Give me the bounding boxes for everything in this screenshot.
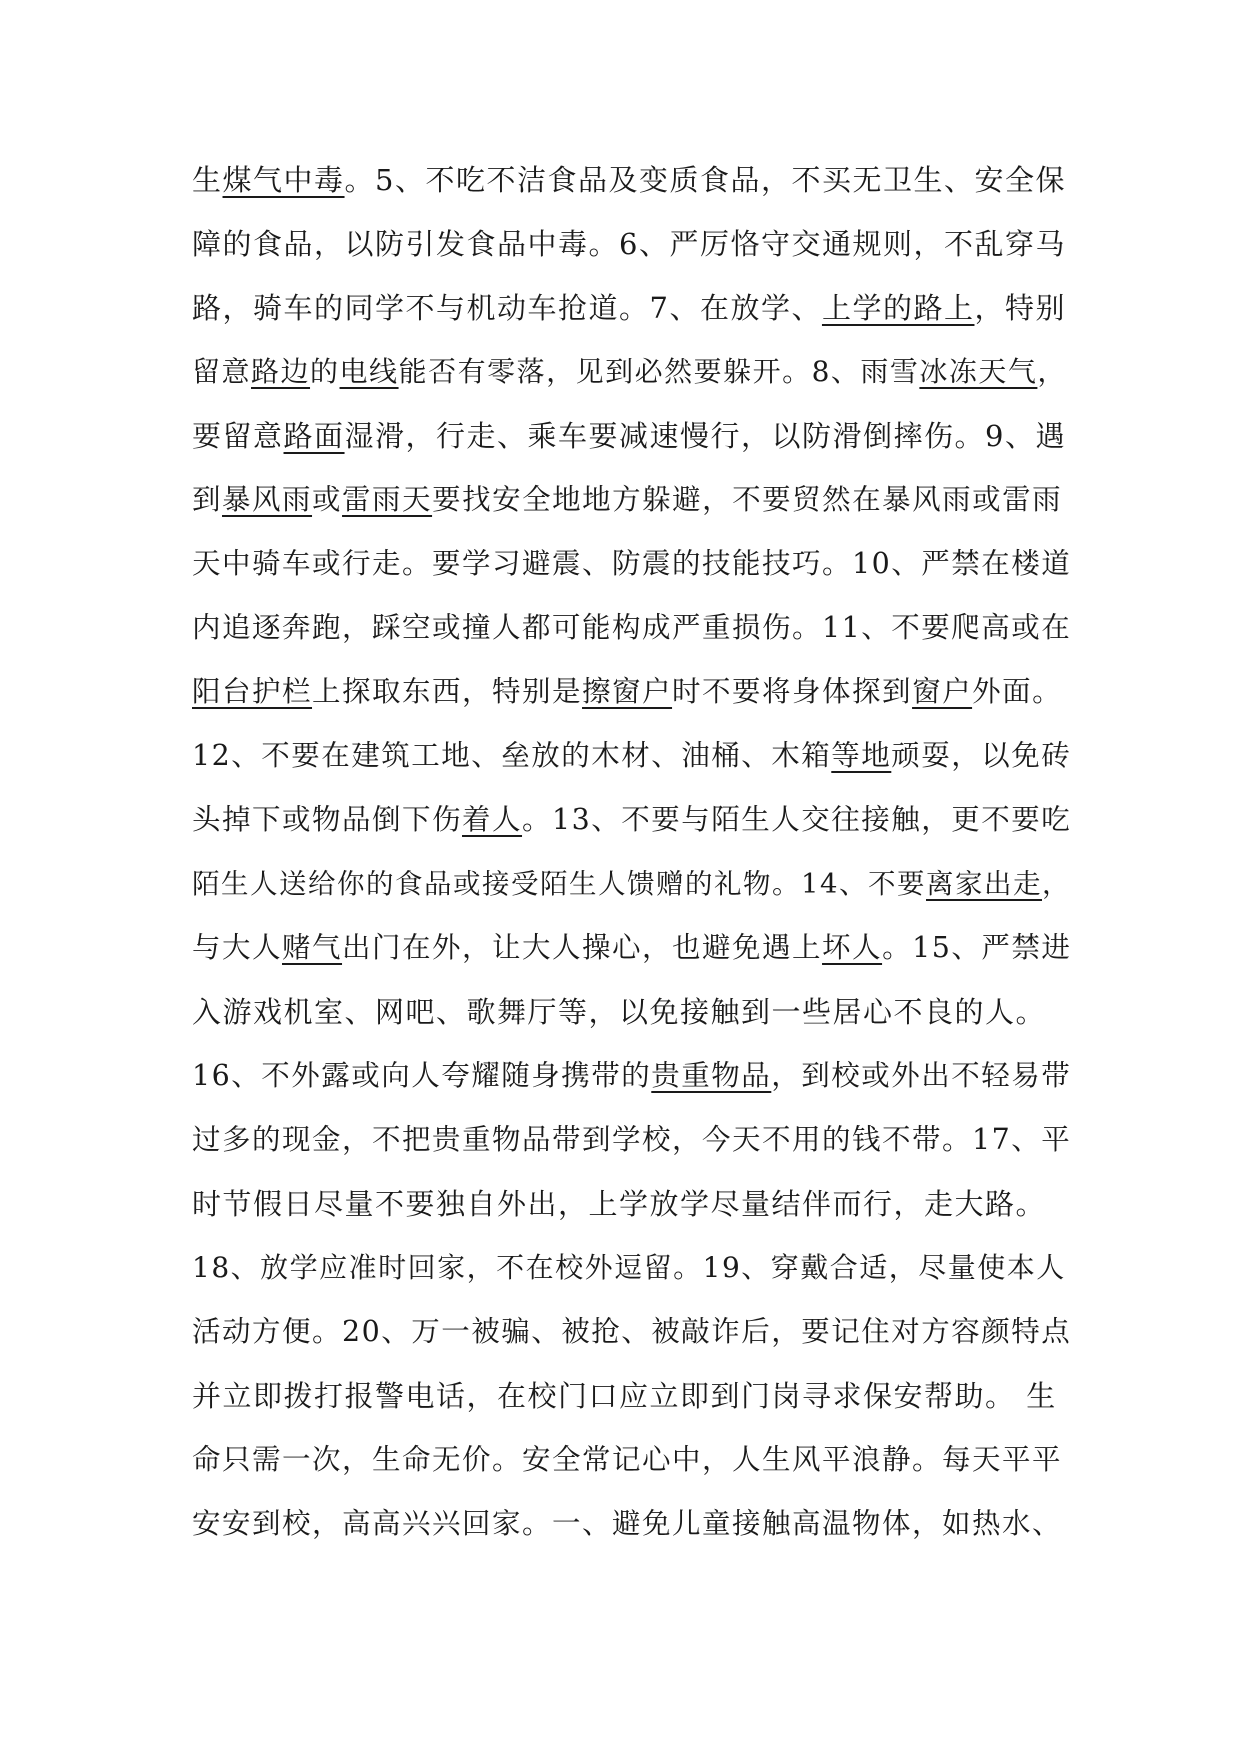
- underlined-phrase: 冰冻天气: [919, 355, 1038, 388]
- underlined-phrase: 赌气: [282, 931, 343, 964]
- text-segment: 出门在外，让大人操心，也避免遇上: [342, 931, 823, 964]
- text-line: [192, 864, 1072, 928]
- text-line: [192, 1248, 1072, 1312]
- text-line: [192, 480, 1072, 544]
- text-line: [192, 1184, 1072, 1248]
- text-line: [192, 672, 1072, 736]
- underlined-phrase: 上学的路上: [821, 291, 975, 325]
- underlined-phrase: 阳台护栏: [192, 675, 313, 708]
- text-segment: 。15、严禁进: [882, 931, 1072, 964]
- text-segment: 天中骑车或行走。要学习避震、防震的技能技巧。10、严禁在楼道: [192, 547, 1072, 580]
- underlined-phrase: 电线: [339, 355, 399, 388]
- text-segment: 过多的现金，不把贵重物品带到学校，今天不用的钱不带。17、平: [192, 1123, 1072, 1156]
- text-line: [192, 288, 1072, 352]
- text-segment: ，: [1037, 355, 1067, 388]
- text-segment: 或: [312, 483, 343, 516]
- text-segment: 生: [192, 163, 223, 197]
- underlined-phrase: 坏人: [822, 931, 883, 964]
- text-line: [192, 352, 1072, 416]
- text-segment: 活动方便。20、万一被骗、被抢、被敲诈后，要记住对方容颜特点: [192, 1315, 1072, 1348]
- text-line: [192, 160, 1072, 224]
- underlined-phrase: 路边: [251, 355, 311, 388]
- text-segment: 上探取东西，特别是: [312, 675, 583, 708]
- text-segment: ，特别: [974, 291, 1066, 325]
- text-segment: 与大人: [192, 931, 283, 964]
- text-segment: 路，骑车的同学不与机动车抢道。7、在放学、: [192, 291, 822, 325]
- text-segment: 陌生人送给你的食品或接受陌生人馈赠的礼物。14、不要: [192, 868, 926, 900]
- text-segment: 要留意: [192, 419, 284, 453]
- text-segment: ，到校或外出不轻易带: [771, 1059, 1072, 1092]
- text-segment: 留意: [192, 355, 252, 388]
- text-segment: 顽耍，以免砖: [891, 739, 1072, 772]
- text-segment: 时节假日尽量不要独自外出，上学放学尽量结伴而行，走大路。: [192, 1187, 1047, 1221]
- text-line: [192, 928, 1072, 992]
- text-segment: 时不要将身体探到: [672, 675, 913, 708]
- text-segment: 18、放学应准时回家，不在校外逗留。19、穿戴合适，尽量使本人: [192, 1251, 1066, 1284]
- text-segment: 内追逐奔跑，踩空或撞人都可能构成严重损伤。11、不要爬高或在: [192, 611, 1072, 644]
- text-line: [192, 224, 1072, 288]
- text-segment: 外面。: [972, 675, 1063, 708]
- body-text: [192, 160, 1072, 1568]
- text-line: [192, 608, 1072, 672]
- text-segment: 。13、不要与陌生人交往接触，更不要吃: [522, 803, 1072, 836]
- underlined-phrase: 贵重物品: [651, 1059, 772, 1092]
- underlined-phrase: 着人: [462, 803, 523, 836]
- text-segment: 头掉下或物品倒下伤: [192, 803, 463, 836]
- text-segment: 16、不外露或向人夸耀随身携带的: [192, 1059, 652, 1092]
- underlined-phrase: 窗户: [912, 675, 973, 708]
- text-line: [192, 992, 1072, 1056]
- text-segment: 入游戏机室、网吧、歌舞厅等，以免接触到一些居心不良的人。: [192, 995, 1047, 1029]
- text-segment: 要找安全地地方躲避，不要贸然在暴风雨或雷雨: [432, 483, 1063, 516]
- text-segment: 障的食品，以防引发食品中毒。6、严厉恪守交通规则，不乱穿马: [192, 227, 1066, 261]
- text-segment: 。5、不吃不洁食品及变质食品，不买无卫生、安全保: [344, 163, 1066, 197]
- underlined-phrase: 离家出走: [926, 868, 1042, 900]
- text-line: [192, 544, 1072, 608]
- text-line: [192, 416, 1072, 480]
- text-segment: 12、不要在建筑工地、垒放的木材、油桶、木箱: [192, 739, 832, 772]
- underlined-phrase: 雷雨天: [342, 483, 433, 516]
- text-line: [192, 800, 1072, 864]
- text-segment: 安安到校，高高兴兴回家。一、避免儿童接触高温物体，如热水、: [192, 1507, 1063, 1540]
- text-line: [192, 1440, 1072, 1504]
- text-segment: 能否有零落，见到必然要躲开。8、雨雪: [398, 355, 920, 388]
- text-segment: 到: [192, 483, 223, 516]
- text-line: [192, 1504, 1072, 1568]
- underlined-phrase: 路面: [283, 419, 345, 453]
- text-line: [192, 1120, 1072, 1184]
- text-line: [192, 736, 1072, 800]
- text-segment: ，: [1042, 868, 1071, 900]
- text-segment: 的: [310, 355, 340, 388]
- underlined-phrase: 等地: [831, 739, 892, 772]
- text-segment: 命只需一次，生命无价。安全常记心中，人生风平浪静。每天平平: [192, 1443, 1063, 1476]
- text-segment: 湿滑，行走、乘车要减速慢行，以防滑倒摔伤。9、遇: [344, 419, 1066, 453]
- text-line: [192, 1312, 1072, 1376]
- text-line: [192, 1376, 1072, 1440]
- underlined-phrase: 擦窗户: [582, 675, 673, 708]
- text-segment: 并立即拨打报警电话，在校门口应立即到门岗寻求保安帮助。 生: [192, 1379, 1057, 1413]
- underlined-phrase: 暴风雨: [222, 483, 313, 516]
- underlined-phrase: 煤气中毒: [222, 163, 345, 197]
- text-line: [192, 1056, 1072, 1120]
